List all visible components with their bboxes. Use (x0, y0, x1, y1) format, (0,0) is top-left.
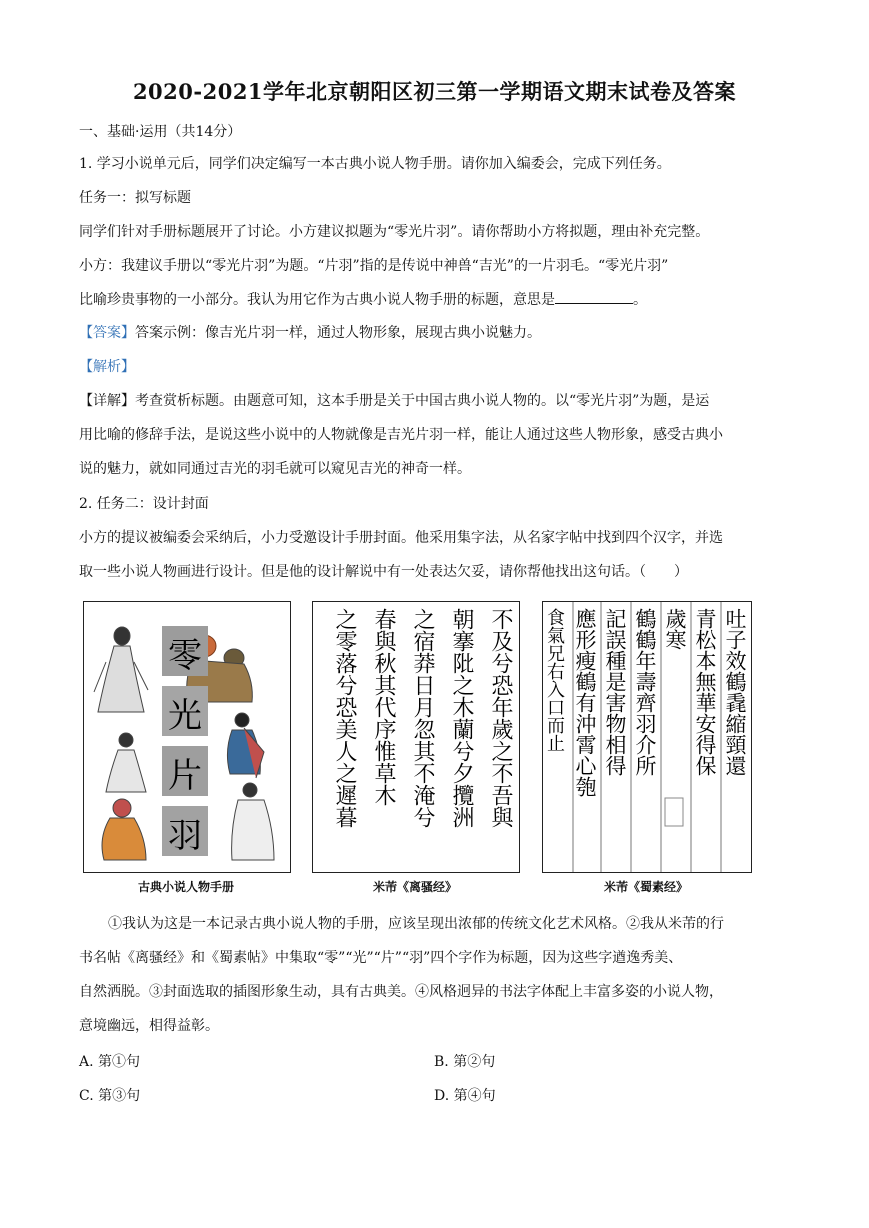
q1-line2: 比喻珍贵事物的一小部分。我认为用它作为古典小说人物手册的标题，意思是 (79, 292, 555, 308)
q1-line1: 小方：我建议手册以“零光片羽”为题。“片羽”指的是传说中神兽“吉光”的一片羽毛。“零光片羽” (79, 258, 669, 274)
q1-intro: 同学们针对手册标题展开了讨论。小方建议拟题为“零光片羽”。请你帮助小方将拟题，理由补充完整。 (79, 224, 710, 240)
detail-text-1: 考查赏析标题。由题意可知，这本手册是关于中国古典小说人物的。以“零光片羽”为题，是运 (135, 393, 710, 409)
lisao-calligraphy-figure (312, 601, 520, 873)
detail-row-1 (79, 391, 709, 411)
shusu-column-7: 食氣兄右入口而止 (544, 608, 565, 752)
analysis-tag: 【解析】 (79, 359, 135, 375)
q2-para-2: 取一些小说人物画进行设计。但是他的设计解说中有一处表达欠妥，请你帮他找出这句话。（ ） (79, 564, 688, 580)
q1-task: 任务一：拟写标题 (79, 190, 191, 206)
lisao-column-4: 春與秋其代序惟草木 (371, 608, 396, 806)
shusu-calligraphy-figure (542, 601, 752, 873)
caption-lisao: 米芾《离骚经》 (372, 880, 457, 894)
q1-line2-row (79, 289, 647, 310)
lisao-column-5: 之零落兮恐美人之遲暮 (332, 608, 357, 828)
shusu-column-1: 吐子效鶴毳縮頸還 (723, 608, 747, 776)
option-c[interactable]: C. 第③句 (79, 1088, 141, 1104)
cover-char-3: 片 (168, 756, 202, 796)
page-title: 2020-2021学年北京朝阳区初三第一学期语文期末试卷及答案 (132, 79, 737, 104)
detail-text-3: 说的魅力，就如同通过吉光的羽毛就可以窥见吉光的神奇一样。 (79, 461, 471, 477)
q2-stem: 2. 任务二：设计封面 (79, 496, 209, 512)
explanation-line-2: 书名帖《离骚经》和《蜀素帖》中集取“零”“光”“片”“羽”四个字作为标题，因为这些字遒逸秀美、 (79, 950, 683, 966)
lisao-column-2: 朝搴阰之木蘭兮夕攬洲 (449, 608, 474, 828)
q2-para-1: 小方的提议被编委会采纳后，小力受邀设计手册封面。他采用集字法，从名家字帖中找到四个汉字，并选 (79, 530, 723, 546)
explanation-line-3: 自然洒脱。③封面选取的插图形象生动，具有古典美。④风格迥异的书法字体配上丰富多姿的小说人物， (79, 984, 723, 1000)
shusu-column-6: 應形瘦鶴有沖霄心匏 (573, 608, 597, 797)
cover-char-4: 羽 (168, 816, 202, 856)
explanation-line-1: ①我认为这是一本记录古典小说人物的手册，应该呈现出浓郁的传统文化艺术风格。②我从米芾的行 (108, 916, 724, 932)
caption-cover: 古典小说人物手册 (137, 880, 234, 894)
shusu-column-4: 鶴鶴年壽齊羽介所 (633, 608, 657, 776)
caption-shusu: 米芾《蜀素经》 (603, 880, 688, 894)
lisao-column-3: 之宿莽日月忽其不淹兮 (410, 608, 435, 828)
answer-text: 答案示例：像吉光片羽一样，通过人物形象，展现古典小说魅力。 (135, 325, 541, 341)
cover-char-2: 光 (168, 696, 202, 736)
cover-char-1: 零 (168, 636, 202, 676)
option-a[interactable]: A. 第①句 (79, 1054, 141, 1070)
q1-line2-end: 。 (633, 292, 647, 308)
explanation-line-4: 意境幽远，相得益彰。 (79, 1018, 219, 1034)
option-b[interactable]: B. 第②句 (434, 1054, 496, 1070)
detail-text-2: 用比喻的修辞手法，是说这些小说中的人物就像是吉光片羽一样，能让人通过这些人物形象，感受古典小 (79, 427, 723, 443)
shusu-column-5: 記誤種是害物相得 (603, 608, 627, 776)
detail-tag: 【详解】 (79, 393, 135, 409)
option-d[interactable]: D. 第④句 (434, 1088, 496, 1104)
section-heading: 一、基础·运用（共14分） (79, 124, 242, 140)
answer-blank (555, 289, 633, 304)
answer-tag: 【答案】 (79, 325, 135, 341)
cover-design-figure (83, 601, 291, 873)
shusu-column-2: 青松本無華安得保 (693, 608, 717, 776)
q1-answer-row (79, 323, 541, 343)
shusu-column-3: 歲寒 (663, 608, 687, 650)
q1-stem: 1. 学习小说单元后，同学们决定编写一本古典小说人物手册。请你加入编委会，完成下列任务。 (79, 156, 671, 172)
lisao-column-1: 不及兮恐年歲之不吾與 (488, 608, 513, 828)
